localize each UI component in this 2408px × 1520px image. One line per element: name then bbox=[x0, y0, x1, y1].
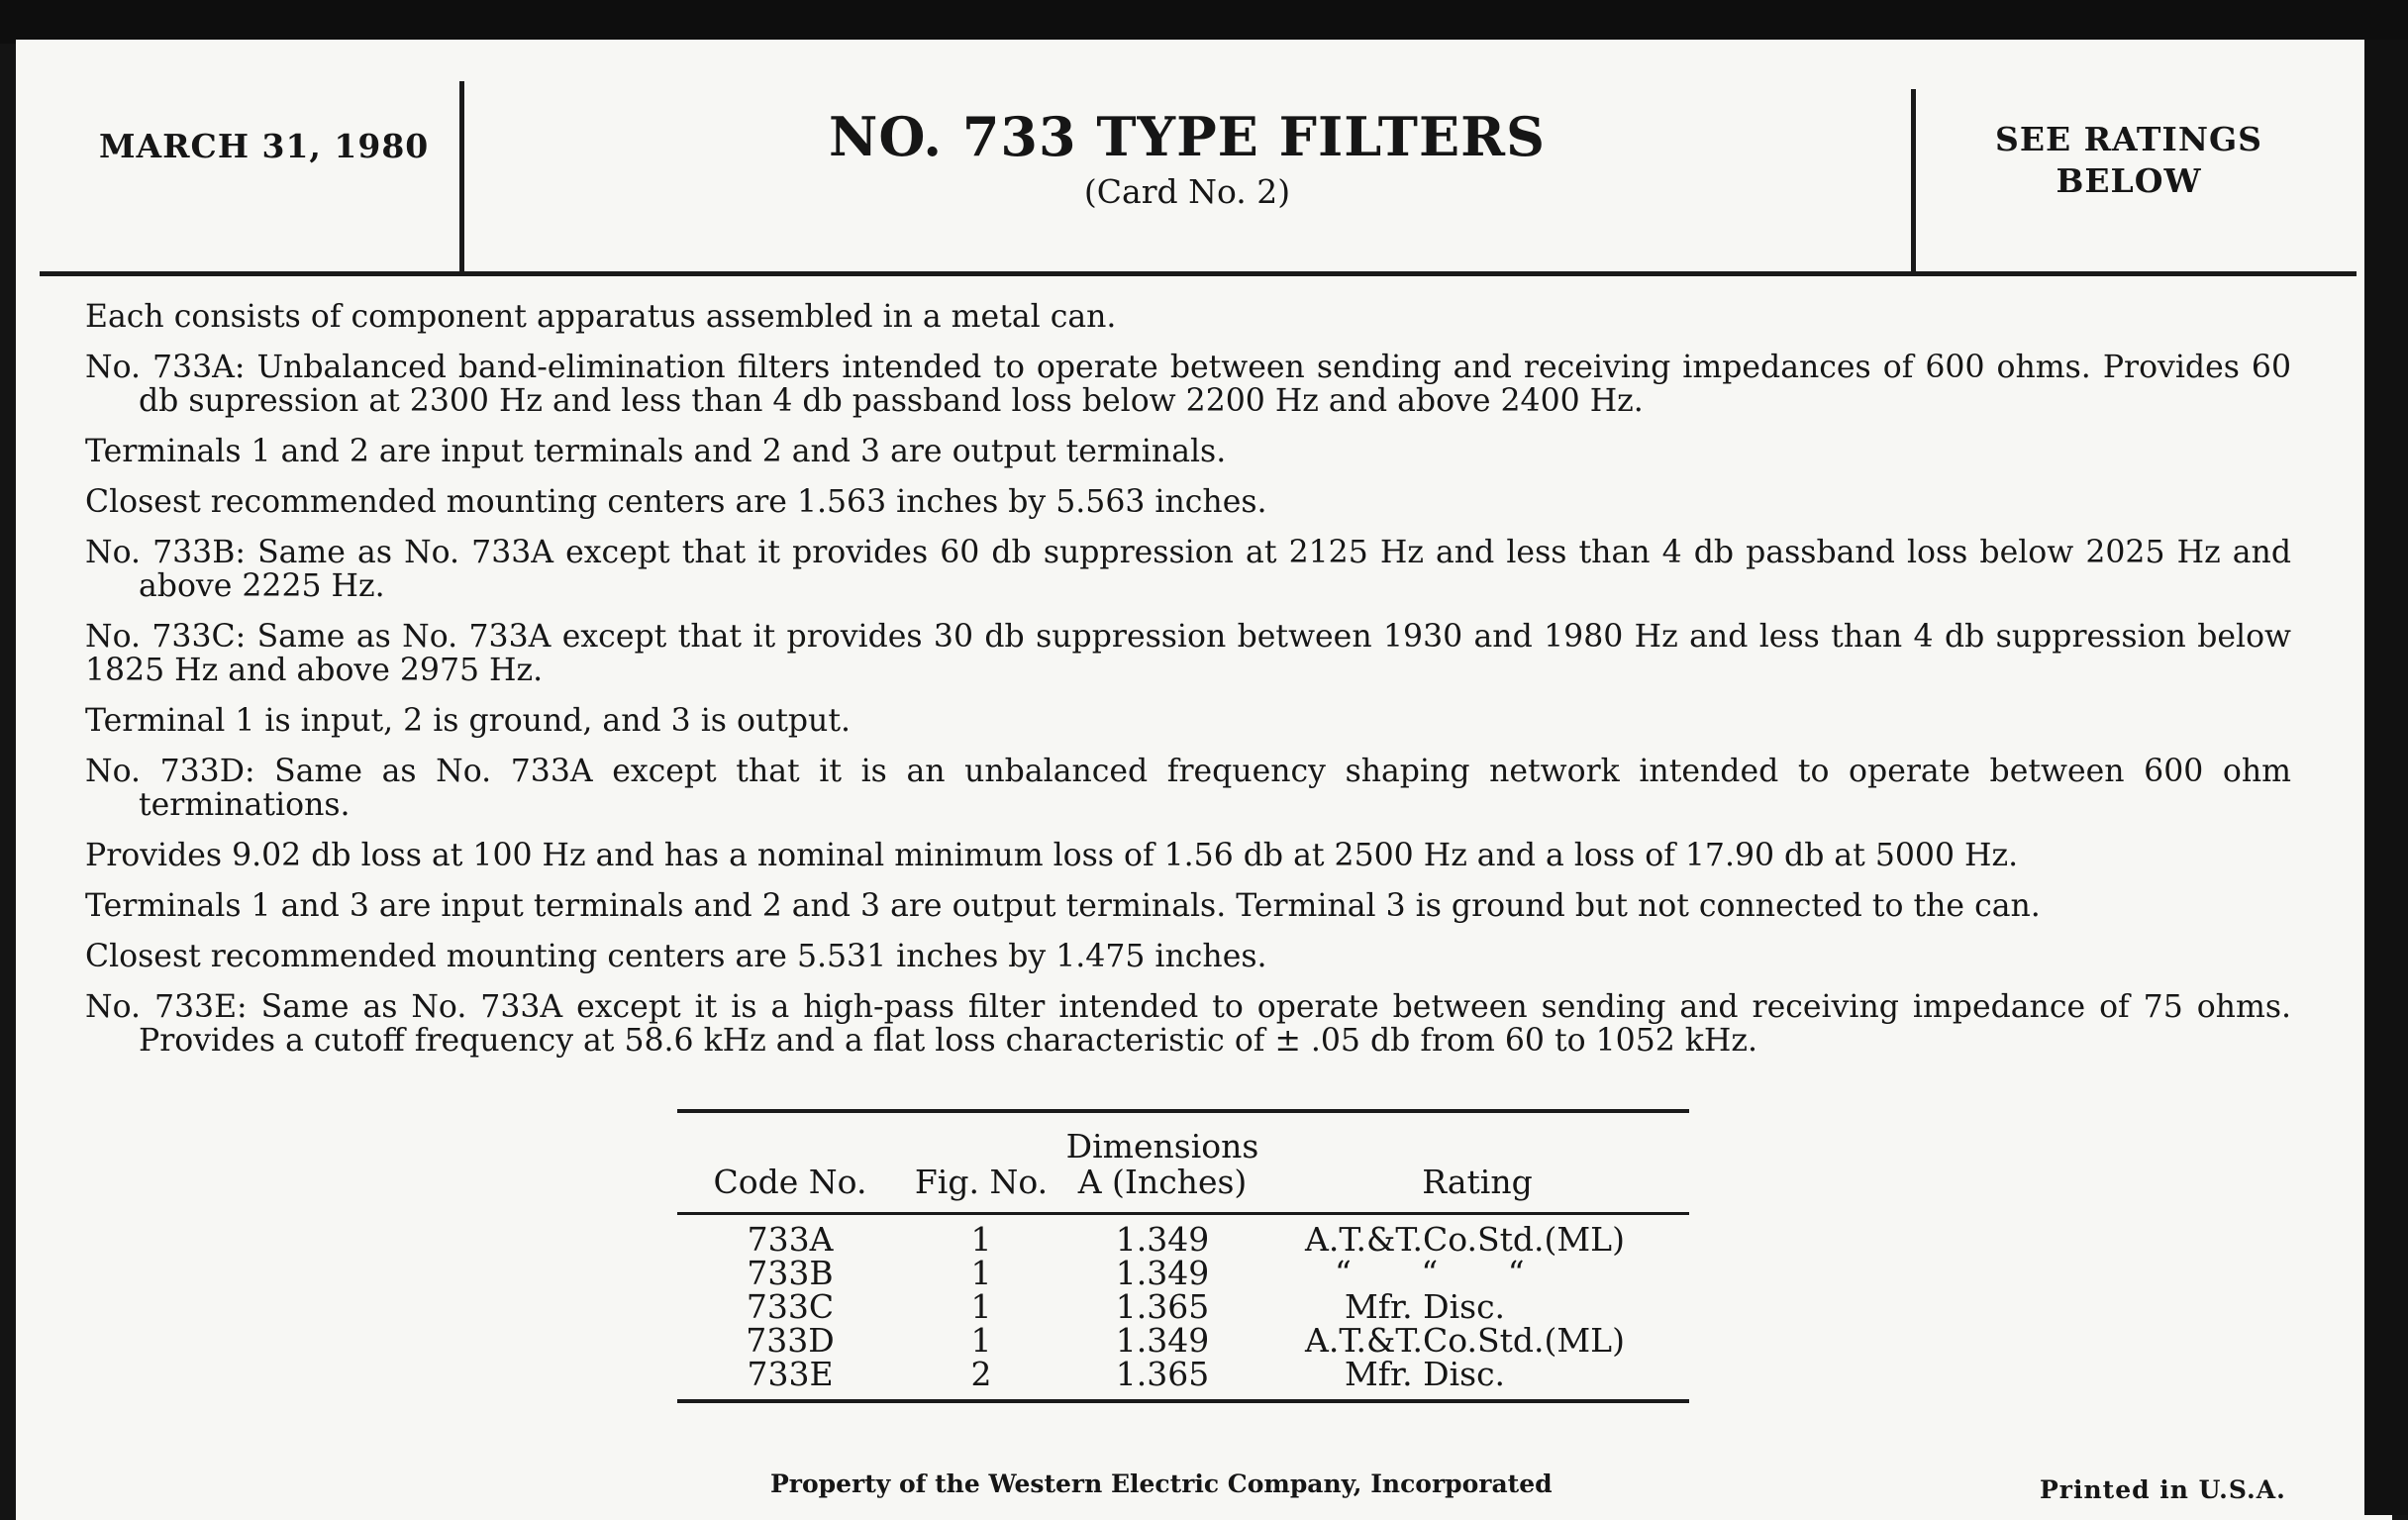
description-body bbox=[85, 300, 2291, 1074]
cell-rating-ditto bbox=[1265, 1254, 1689, 1292]
header-bottom-rule bbox=[40, 271, 2357, 276]
paragraph-733b: No. 733B: Same as No. 733A except that it provides 60 db suppression at 2125 Hz and less than 4 db passband loss below 2025 Hz and above 2225 Hz. bbox=[85, 535, 2291, 604]
scan-border-right bbox=[2364, 40, 2408, 1515]
table-row bbox=[677, 1214, 1689, 1258]
cell-code: 733E bbox=[677, 1358, 903, 1401]
ratings-line-1: SEE RATINGS bbox=[1994, 120, 2263, 158]
cell-dim: 1.349 bbox=[1115, 1220, 1210, 1259]
cell-fig: 1 bbox=[970, 1254, 992, 1292]
col-header-dimensions-line2: A (Inches) bbox=[1077, 1163, 1248, 1201]
ditto-marks: “ “ “ bbox=[1335, 1254, 1555, 1292]
paragraph-733a: No. 733A: Unbalanced band-elimination filters intended to operate between sending and receiving impedances of 600 ohms. Provides 60 db supression at 2300 Hz and less than 4 db passband loss below 2200 Hz and above 2400 Hz. bbox=[85, 350, 2291, 419]
footer-property-notice: Property of the Western Electric Company, Incorporated bbox=[770, 1469, 1553, 1498]
footer-printed-in: Printed in U.S.A. bbox=[2040, 1475, 2286, 1504]
table-row bbox=[677, 1324, 1689, 1358]
ratings-line-2: BELOW bbox=[2056, 161, 2202, 200]
paragraph-733c-terminals: Terminal 1 is input, 2 is ground, and 3 is output. bbox=[85, 703, 852, 739]
col-header-code: Code No. bbox=[677, 1111, 903, 1214]
cell-code: 733D bbox=[746, 1321, 835, 1360]
paragraph-733d: No. 733D: Same as No. 733A except that it is an unbalanced frequency shaping network intended to operate between 600 ohm terminations. bbox=[85, 754, 2291, 823]
cell-code: 733A bbox=[747, 1220, 834, 1259]
cell-dim: 1.349 bbox=[1115, 1321, 1210, 1360]
table-row bbox=[677, 1358, 1689, 1401]
scan-border-top bbox=[0, 0, 2408, 44]
cell-rating: A.T.&T.Co.Std.(ML) bbox=[1305, 1220, 1625, 1259]
col-header-dimensions bbox=[1059, 1111, 1265, 1214]
cell-dim: 1.349 bbox=[1115, 1254, 1210, 1292]
cell-fig: 1 bbox=[970, 1220, 992, 1259]
cell-rating: Mfr. Disc. bbox=[1345, 1287, 1506, 1326]
col-header-dimensions-line1: Dimensions bbox=[1065, 1127, 1259, 1165]
page-title: NO. 733 TYPE FILTERS bbox=[828, 105, 1547, 168]
paragraph-733c: No. 733C: Same as No. 733A except that it provides 30 db suppression between 1930 and 1980 Hz and less than 4 db suppression below 1825 Hz and above 2975 Hz. bbox=[85, 619, 2291, 688]
paragraph-733e: No. 733E: Same as No. 733A except it is a high-pass filter intended to operate between sending and receiving impedance of 75 ohms. Provides a cutoff frequency at 58.6 kHz and a flat loss characteristic of ± .05 db from 60 to 1052 kHz. bbox=[85, 989, 2291, 1059]
col-header-rating: Rating bbox=[1265, 1111, 1689, 1214]
cell-code: 733C bbox=[746, 1287, 835, 1326]
table-row bbox=[677, 1290, 1689, 1324]
paragraph-733a-terminals: Terminals 1 and 2 are input terminals and 2 and 3 are output terminals. bbox=[85, 434, 1227, 469]
paragraph-intro: Each consists of component apparatus assembled in a metal can. bbox=[85, 299, 1117, 335]
paragraph-733d-mounting: Closest recommended mounting centers are 5.531 inches by 1.475 inches. bbox=[85, 939, 1267, 974]
cell-dim: 1.365 bbox=[1059, 1358, 1265, 1401]
header-date: MARCH 31, 1980 bbox=[99, 127, 430, 165]
cell-code: 733B bbox=[747, 1254, 834, 1292]
cell-dim: 1.365 bbox=[1115, 1287, 1210, 1326]
cell-fig: 1 bbox=[970, 1321, 992, 1360]
cell-fig: 1 bbox=[970, 1287, 992, 1326]
paragraph-733d-terminals: Terminals 1 and 3 are input terminals and 2 and 3 are output terminals. Terminal 3 is ground but not connected to the can. bbox=[85, 888, 2041, 924]
paragraph-733d-loss: Provides 9.02 db loss at 100 Hz and has a nominal minimum loss of 1.56 db at 2500 Hz and a loss of 17.90 db at 5000 Hz. bbox=[85, 838, 2019, 873]
ratings-table bbox=[677, 1109, 1689, 1403]
cell-rating: A.T.&T.Co.Std.(ML) bbox=[1305, 1321, 1625, 1360]
col-header-fig: Fig. No. bbox=[903, 1111, 1059, 1214]
cell-fig: 2 bbox=[903, 1358, 1059, 1401]
header-ratings-note bbox=[1915, 119, 2343, 202]
page-subtitle: (Card No. 2) bbox=[1083, 172, 1291, 211]
table-row bbox=[677, 1257, 1689, 1290]
table-header-row bbox=[677, 1111, 1689, 1214]
cell-rating: Mfr. Disc. bbox=[1265, 1358, 1689, 1401]
paragraph-733a-mounting: Closest recommended mounting centers are 1.563 inches by 5.563 inches. bbox=[85, 484, 1267, 520]
